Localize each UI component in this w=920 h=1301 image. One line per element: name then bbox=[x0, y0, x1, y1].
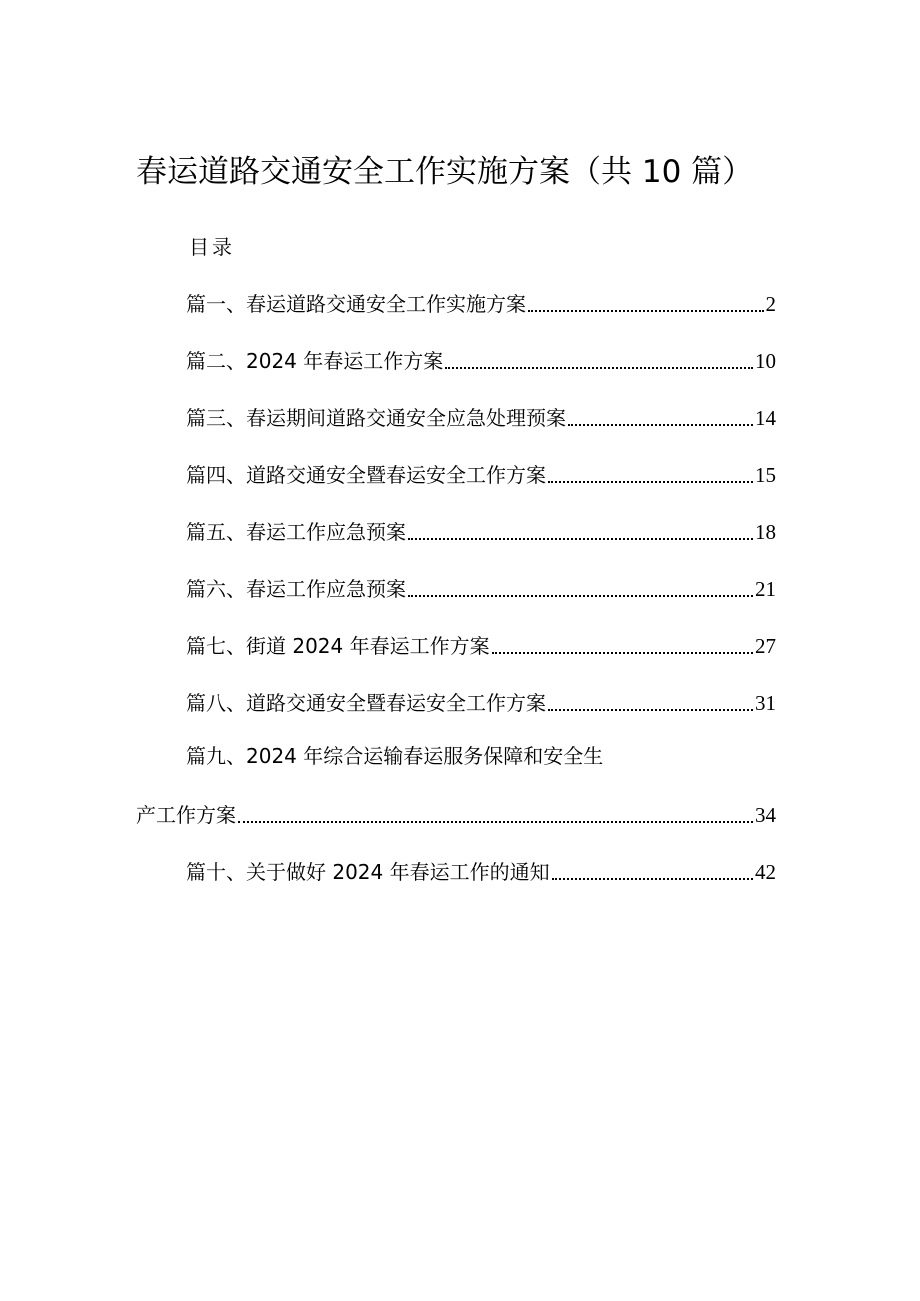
toc-entry-label-line1: 篇九、2024 年综合运输春运服务保障和安全生 bbox=[186, 744, 604, 768]
toc-entry-label: 篇七、街道 2024 年春运工作方案 bbox=[186, 634, 490, 658]
toc-entry-label: 篇四、道路交通安全暨春运安全工作方案 bbox=[186, 463, 546, 487]
document-title: 春运道路交通安全工作实施方案（共 10 篇） bbox=[136, 154, 754, 190]
toc-entry-1[interactable] bbox=[186, 285, 776, 319]
toc-entry-7[interactable] bbox=[186, 627, 776, 661]
toc-entry-10[interactable] bbox=[186, 853, 776, 887]
toc-entry-label: 篇八、道路交通安全暨春运安全工作方案 bbox=[186, 691, 546, 715]
dot-leader bbox=[548, 481, 753, 483]
toc-entry-label: 篇六、春运工作应急预案 bbox=[186, 577, 406, 601]
toc-entry-page-number: 42 bbox=[755, 860, 776, 884]
dot-leader bbox=[408, 595, 753, 597]
toc-entry-label: 篇十、关于做好 2024 年春运工作的通知 bbox=[186, 860, 550, 884]
dot-leader bbox=[548, 709, 753, 711]
dot-leader bbox=[528, 310, 764, 312]
toc-entry-page-number: 31 bbox=[755, 691, 776, 715]
toc-entry-page-number: 34 bbox=[755, 803, 776, 827]
toc-entry-8[interactable] bbox=[186, 684, 776, 718]
toc-entry-page-number: 15 bbox=[755, 463, 776, 487]
dot-leader bbox=[568, 424, 753, 426]
toc-entry-4[interactable] bbox=[186, 456, 776, 490]
toc-entry-3[interactable] bbox=[186, 399, 776, 433]
toc-entry-page-number: 18 bbox=[755, 520, 776, 544]
toc-entry-label: 篇三、春运期间道路交通安全应急处理预案 bbox=[186, 406, 566, 430]
dot-leader bbox=[492, 652, 753, 654]
toc-entry-page-number: 14 bbox=[755, 406, 776, 430]
toc-entry-label: 篇一、春运道路交通安全工作实施方案 bbox=[186, 292, 526, 316]
toc-entry-label: 篇二、2024 年春运工作方案 bbox=[186, 349, 444, 373]
toc-entry-page-number: 27 bbox=[755, 634, 776, 658]
dot-leader bbox=[408, 538, 753, 540]
toc-entry-9[interactable] bbox=[136, 741, 776, 831]
dot-leader bbox=[445, 367, 753, 369]
toc-entry-page-number: 21 bbox=[755, 577, 776, 601]
toc-entry-label-row bbox=[136, 796, 776, 830]
toc-entry-page-number: 2 bbox=[765, 292, 776, 316]
toc-entry-page-number: 10 bbox=[755, 349, 776, 373]
toc-entry-label-line2: 产工作方案 bbox=[136, 803, 236, 827]
toc-entry-6[interactable] bbox=[186, 570, 776, 604]
dot-leader bbox=[552, 878, 753, 880]
dot-leader bbox=[238, 821, 753, 823]
toc-heading: 目录 bbox=[189, 235, 235, 259]
toc-entry-label: 篇五、春运工作应急预案 bbox=[186, 520, 406, 544]
toc-entry-5[interactable] bbox=[186, 513, 776, 547]
toc-entry-2[interactable] bbox=[186, 342, 776, 376]
